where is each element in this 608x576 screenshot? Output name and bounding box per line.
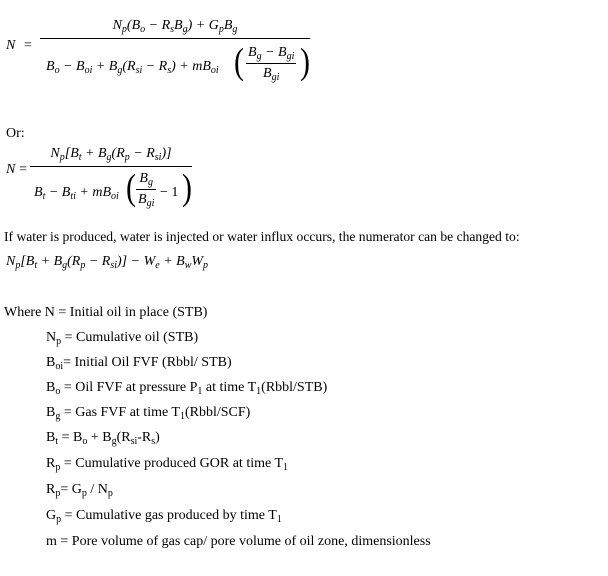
eq2-equals: = bbox=[19, 162, 27, 177]
def-np: $N_p$ = Cumulative oil (STB) bbox=[46, 330, 199, 347]
eq2-inner-fraction: $B_g$ $B_{gi}$ bbox=[138, 171, 155, 209]
eq1-lhs: N bbox=[6, 38, 16, 53]
def-bt: $B_t = B_o + B_g(R_{si}-R_s)$ bbox=[46, 430, 160, 447]
def-bo: $B_o$ = Oil FVF at pressure $P_1$ at time $T_1(Rbbl/STB)$ bbox=[46, 380, 328, 397]
eq1-inner-fraction: $B_g - B_{gi}$ $B_{gi}$ bbox=[248, 45, 295, 83]
eq2-right-paren: ) bbox=[182, 166, 192, 208]
eq1-denominator: $B_o - B_{oi} + B_g(R_{si} - R_s) + mB_{oi}$ ( $B_g - B_{gi}$ $B_{gi}$ ) bbox=[46, 40, 310, 83]
equation-3: $N_p[B_t + B_g(R_p - R_{si})] - W_e + B_wW_p$ bbox=[6, 254, 209, 271]
def-where: Where N = Initial oil in place (STB) bbox=[4, 305, 208, 320]
eq2-lhs: N bbox=[6, 162, 16, 177]
def-rp-ratio: $R_p= G_p / N_p$ bbox=[46, 482, 113, 499]
eq1-left-paren: ( bbox=[234, 40, 244, 82]
eq1-right-paren: ) bbox=[300, 40, 310, 82]
water-note: If water is produced, water is injected or water influx occurs, the numerator can be changed to: bbox=[4, 229, 520, 244]
eq1-numerator: $N_p(B_o - R_sB_g) + G_pB_g$ bbox=[112, 18, 238, 35]
eq1-fraction bbox=[40, 18, 310, 95]
def-boi: $B_{oi}=$ Initial Oil FVF (Rbbl/ STB) bbox=[46, 355, 232, 372]
or-label: Or: bbox=[6, 126, 25, 141]
def-rp: $R_p$ = Cumulative produced GOR at time $T_1$ bbox=[46, 456, 288, 473]
eq1-equals: = bbox=[24, 38, 32, 53]
eq2-denominator: $B_t - B_{ti} + mB_{oi}$ ( $B_g$ $B_{gi}$ − 1 ) bbox=[34, 166, 192, 209]
eq2-fraction bbox=[30, 146, 192, 219]
def-m: m = Pore volume of gas cap/ pore volume of oil zone, dimensionless bbox=[46, 534, 431, 549]
eq2-numerator: $N_p[B_t + B_g(R_p - R_{si})]$ bbox=[50, 146, 172, 163]
eq2-left-paren: ( bbox=[126, 166, 136, 208]
def-bg: $B_g$ = Gas FVF at time $T_1(Rbbl/SCF)$ bbox=[46, 405, 251, 422]
def-gp: $G_p$ = Cumulative gas produced by time $T_1$ bbox=[46, 508, 282, 525]
